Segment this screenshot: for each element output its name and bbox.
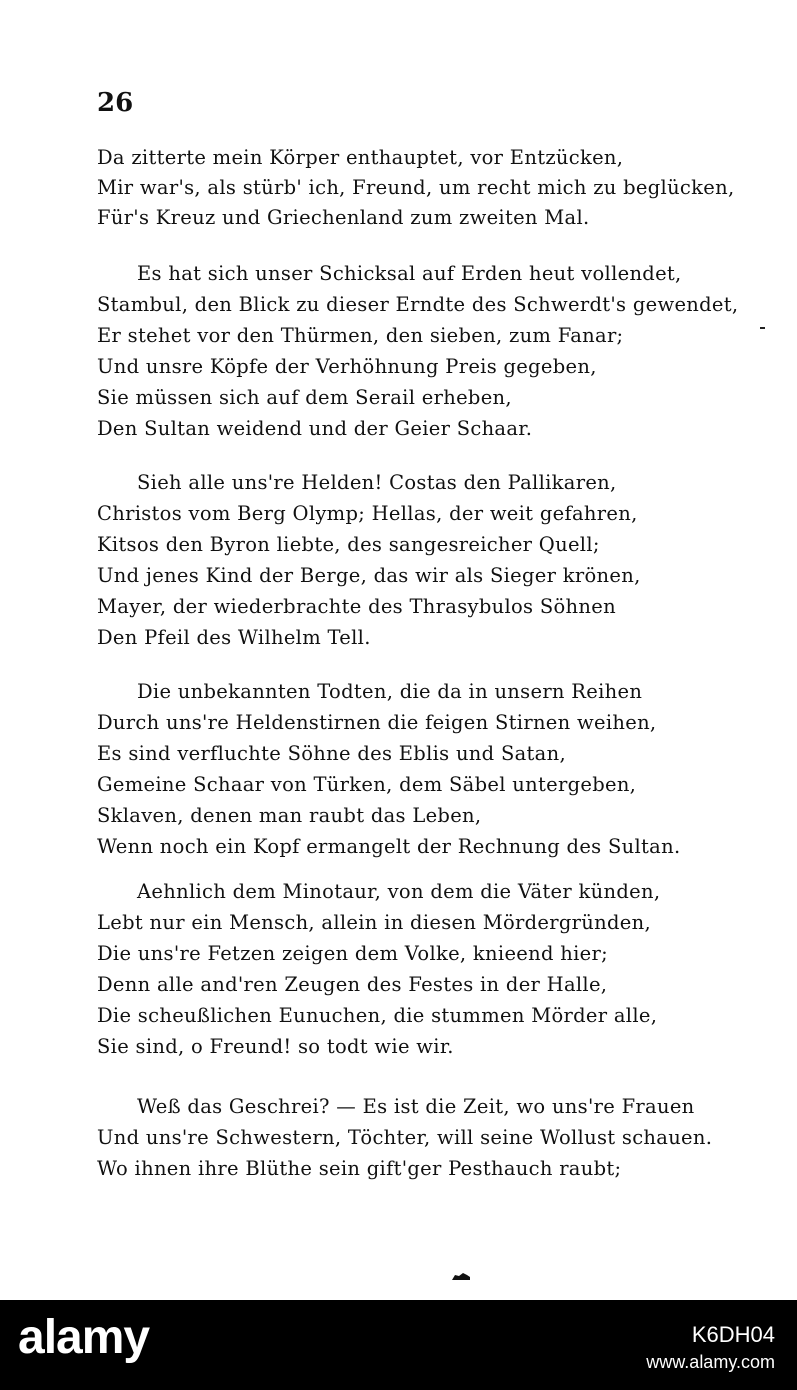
ink-speck [760,327,765,329]
verse-line: Mayer, der wiederbrachte des Thrasybulos Söhnen [97,595,616,618]
verse-line: Gemeine Schaar von Türken, dem Säbel untergeben, [97,773,637,796]
verse-line: Sieh alle uns're Helden! Costas den Pallikaren, [137,471,617,494]
verse-line: Wenn noch ein Kopf ermangelt der Rechnung des Sultan. [97,835,681,858]
verse-line: Christos vom Berg Olymp; Hellas, der weit gefahren, [97,502,638,525]
verse-line: Den Pfeil des Wilhelm Tell. [97,626,371,649]
verse-line: Und jenes Kind der Berge, das wir als Sieger krönen, [97,564,641,587]
verse-line: Wo ihnen ihre Blüthe sein gift'ger Pesthauch raubt; [97,1157,622,1180]
verse-line: Stambul, den Blick zu dieser Erndte des Schwerdt's gewendet, [97,293,739,316]
verse-line: Kitsos den Byron liebte, des sangesreicher Quell; [97,533,600,556]
verse-line: Er stehet vor den Thürmen, den sieben, zum Fanar; [97,324,624,347]
verse-line: Die scheußlichen Eunuchen, die stummen Mörder alle, [97,1004,658,1027]
verse-line: Und unsre Köpfe der Verhöhnung Preis gegeben, [97,355,597,378]
verse-line: Da zitterte mein Körper enthauptet, vor Entzücken, [97,146,624,169]
verse-line: Es hat sich unser Schicksal auf Erden heut vollendet, [137,262,682,285]
verse-line: Denn alle and'ren Zeugen des Festes in der Halle, [97,973,608,996]
verse-line: Sie sind, o Freund! so todt wie wir. [97,1035,454,1058]
verse-line: Die uns're Fetzen zeigen dem Volke, knieend hier; [97,942,608,965]
verse-line: Durch uns're Heldenstirnen die feigen Stirnen weihen, [97,711,657,734]
verse-line: Mir war's, als stürb' ich, Freund, um recht mich zu beglücken, [97,176,735,199]
image-id: K6DH04 [691,1322,775,1347]
site-url: www.alamy.com [646,1352,775,1372]
page-number: 26 [97,88,134,118]
catchword-ornament-icon [451,1272,471,1281]
verse-line: Sklaven, denen man raubt das Leben, [97,804,482,827]
verse-line: Es sind verfluchte Söhne des Eblis und Satan, [97,742,566,765]
verse-line: Und uns're Schwestern, Töchter, will seine Wollust schauen. [97,1126,713,1149]
verse-line: Aehnlich dem Minotaur, von dem die Väter künden, [137,880,661,903]
verse-line: Lebt nur ein Mensch, allein in diesen Mördergründen, [97,911,651,934]
verse-line: Weß das Geschrei? — Es ist die Zeit, wo uns're Frauen [137,1095,695,1118]
verse-line: Den Sultan weidend und der Geier Schaar. [97,417,533,440]
verse-line: Sie müssen sich auf dem Serail erheben, [97,386,512,409]
watermark-footer [0,1300,797,1390]
verse-line: Für's Kreuz und Griechenland zum zweiten Mal. [97,206,590,229]
verse-line: Die unbekannten Todten, die da in unsern Reihen [137,680,643,703]
alamy-logo: alamy [18,1311,150,1364]
